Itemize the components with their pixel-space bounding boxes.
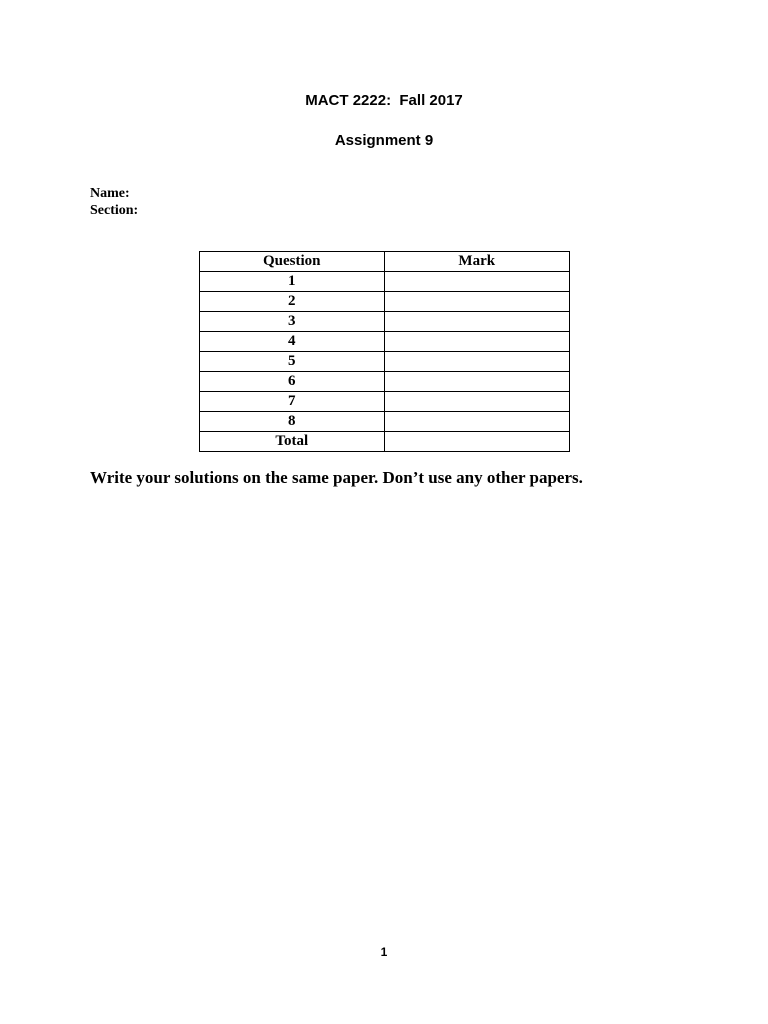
- mark-cell: [384, 352, 569, 372]
- question-cell: 6: [200, 372, 385, 392]
- question-column-header: Question: [200, 252, 385, 272]
- marks-table: [199, 251, 570, 452]
- mark-cell: [384, 312, 569, 332]
- assignment-title: Assignment 9: [334, 132, 434, 149]
- instruction-text: Write your solutions on the same paper. Don’t use any other papers.: [90, 468, 583, 487]
- question-cell: 7: [200, 392, 385, 412]
- question-cell: 3: [200, 312, 385, 332]
- question-cell: 5: [200, 352, 385, 372]
- table-row: [200, 372, 570, 392]
- question-cell: 2: [200, 292, 385, 312]
- mark-cell: [384, 392, 569, 412]
- table-header-row: [200, 252, 570, 272]
- table-row: [200, 392, 570, 412]
- table-row: [200, 272, 570, 292]
- section-label: Section:: [90, 203, 139, 218]
- question-cell: 8: [200, 412, 385, 432]
- name-label: Name:: [90, 186, 130, 201]
- table-row: [200, 292, 570, 312]
- mark-cell: [384, 332, 569, 352]
- mark-cell: [384, 372, 569, 392]
- total-mark-cell: [384, 432, 569, 452]
- mark-cell: [384, 412, 569, 432]
- table-row: [200, 332, 570, 352]
- table-row: [200, 352, 570, 372]
- page-number: 1: [380, 945, 388, 959]
- mark-cell: [384, 272, 569, 292]
- course-title: MACT 2222: Fall 2017: [305, 92, 463, 109]
- table-row: [200, 312, 570, 332]
- mark-cell: [384, 292, 569, 312]
- total-label-cell: Total: [200, 432, 385, 452]
- table-row: [200, 412, 570, 432]
- total-row: [200, 432, 570, 452]
- mark-column-header: Mark: [384, 252, 569, 272]
- question-cell: 1: [200, 272, 385, 292]
- question-cell: 4: [200, 332, 385, 352]
